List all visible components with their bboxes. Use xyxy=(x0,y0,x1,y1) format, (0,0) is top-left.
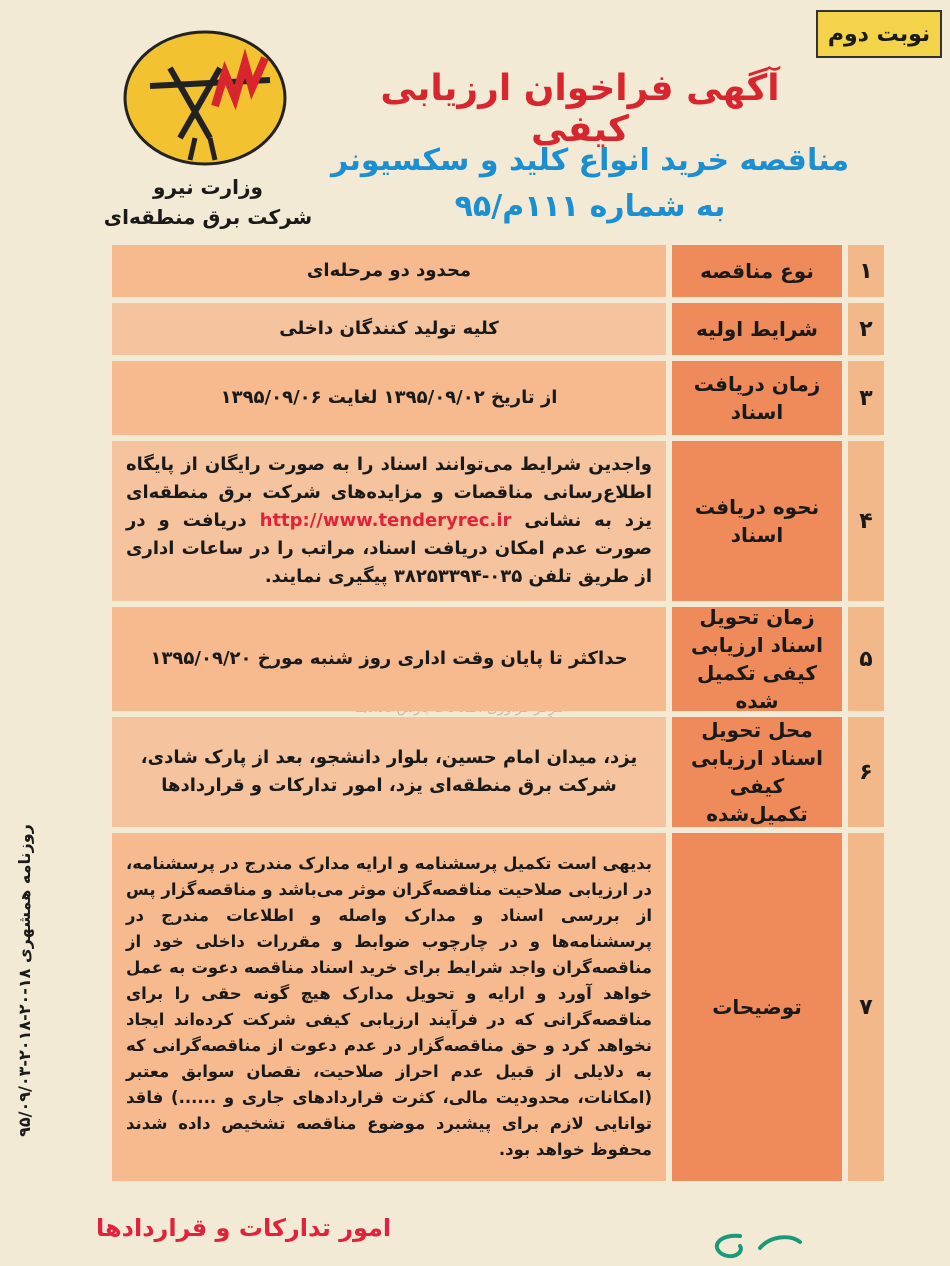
tender-number: به شماره ۱۱۱م/۹۵ xyxy=(454,189,726,224)
ministry-name: وزارت نیرو xyxy=(153,175,263,199)
page-title: آگهی فراخوان ارزیابی کیفی xyxy=(380,68,780,150)
row-value: بدیهی است تکمیل پرسشنامه و ارایه مدارک مندرج در پرسشنامه، در ارزیابی صلاحیت مناقصه‌گران موثر می‌باشد و مناقصه‌گزار پس از بررسی اسناد و مدارک واصله و اطلاعات مندرج در پرسشنامه‌ها و در چارچوب ضوابط و مقررات داخلی خود از مناقصه‌گران واجد شرایط برای خرید اسناد مناقصه دعوت به عمل خواهد آورد و ارایه و تحویل مدارک هیچ گونه حقی را برای مناقصه‌گرانی که در فرآیند ارزیابی کیفی شرکت کرده‌اند ایجاد نخواهد کرد و حق مناقصه‌گزار در عدم دعوت از مناقصه‌گرانی که به دلایلی از قبیل عدم احراز صلاحیت، نقصان سوابق معتبر (امکانات، محدودیت مالی، کثرت قراردادهای جاری و ......) فاقد توانایی لازم برای پیشبرد موضوع مناقصه تشخیص داده شدند محفوظ خواهد بود. xyxy=(112,833,666,1181)
row-number: ۶ xyxy=(848,717,884,827)
row-number: ۵ xyxy=(848,607,884,711)
tender-subject: مناقصه خرید انواع کلید و سکسیونر xyxy=(330,143,850,178)
handwritten-mark-icon xyxy=(700,1228,810,1264)
row-value-text: دریافت و در صورت عدم امکان دریافت اسناد، مراتب را در ساعات اداری از طریق تلفن ۰۳۵-۳۸۲۵۳۳۹۴ پیگیری نمایند. xyxy=(126,510,652,587)
table-row xyxy=(112,245,884,297)
newspaper-side-label xyxy=(4,760,44,1200)
ministry-logo-icon xyxy=(120,28,290,168)
row-label: نوع مناقصه xyxy=(672,245,842,297)
row-value: از تاریخ ۱۳۹۵/۰۹/۰۲ لغایت ۱۳۹۵/۰۹/۰۶ xyxy=(112,361,666,435)
row-label: محل تحویل اسناد ارزیابی کیفی تکمیل‌شده xyxy=(672,717,842,827)
table-row xyxy=(112,717,884,827)
row-number: ۲ xyxy=(848,303,884,355)
row-label: زمان دریافت اسناد xyxy=(672,361,842,435)
table-row xyxy=(112,607,884,711)
row-value xyxy=(112,441,666,601)
footer-department: امور تدارکات و قراردادها xyxy=(96,1214,392,1242)
table-row xyxy=(112,361,884,435)
row-value: یزد، میدان امام حسین، بلوار دانشجو، بعد از پارک شادی، شرکت برق منطقه‌ای یزد، امور تدارکات و قراردادها xyxy=(112,717,666,827)
row-label: توضیحات xyxy=(672,833,842,1181)
row-value: حداکثر تا پایان وقت اداری روز شنبه مورخ ۱۳۹۵/۰۹/۲۰ xyxy=(112,607,666,711)
table-row xyxy=(112,833,884,1181)
table-row xyxy=(112,441,884,601)
row-label: زمان تحویل اسناد ارزیابی کیفی تکمیل شده xyxy=(672,607,842,711)
row-label: شرایط اولیه xyxy=(672,303,842,355)
row-number: ۷ xyxy=(848,833,884,1181)
row-number: ۳ xyxy=(848,361,884,435)
row-number: ۴ xyxy=(848,441,884,601)
table-row xyxy=(112,303,884,355)
row-value-text: واجدین شرایط می‌توانند اسناد را به صورت رایگان از پایگاه اطلاع‌رسانی مناقصات و مزایده‌های شرکت برق منطقه‌ای یزد به نشانی xyxy=(126,454,652,531)
newspaper-date: روزنامه همشهری ۱۸-۲۰-۲۰۱۸-۹۵/۰۹/۰۳ xyxy=(14,823,34,1137)
tender-website-link[interactable]: http://www.tenderyrec.ir xyxy=(259,510,512,531)
tender-subtitle xyxy=(330,138,850,230)
company-name: شرکت برق منطقه‌ای xyxy=(103,205,313,229)
tender-details-table xyxy=(112,245,884,1187)
row-value: کلیه تولید کنندگان داخلی xyxy=(112,303,666,355)
row-label: نحوه دریافت اسناد xyxy=(672,441,842,601)
round-badge: نوبت دوم xyxy=(816,10,942,58)
row-value: محدود دو مرحله‌ای xyxy=(112,245,666,297)
row-number: ۱ xyxy=(848,245,884,297)
